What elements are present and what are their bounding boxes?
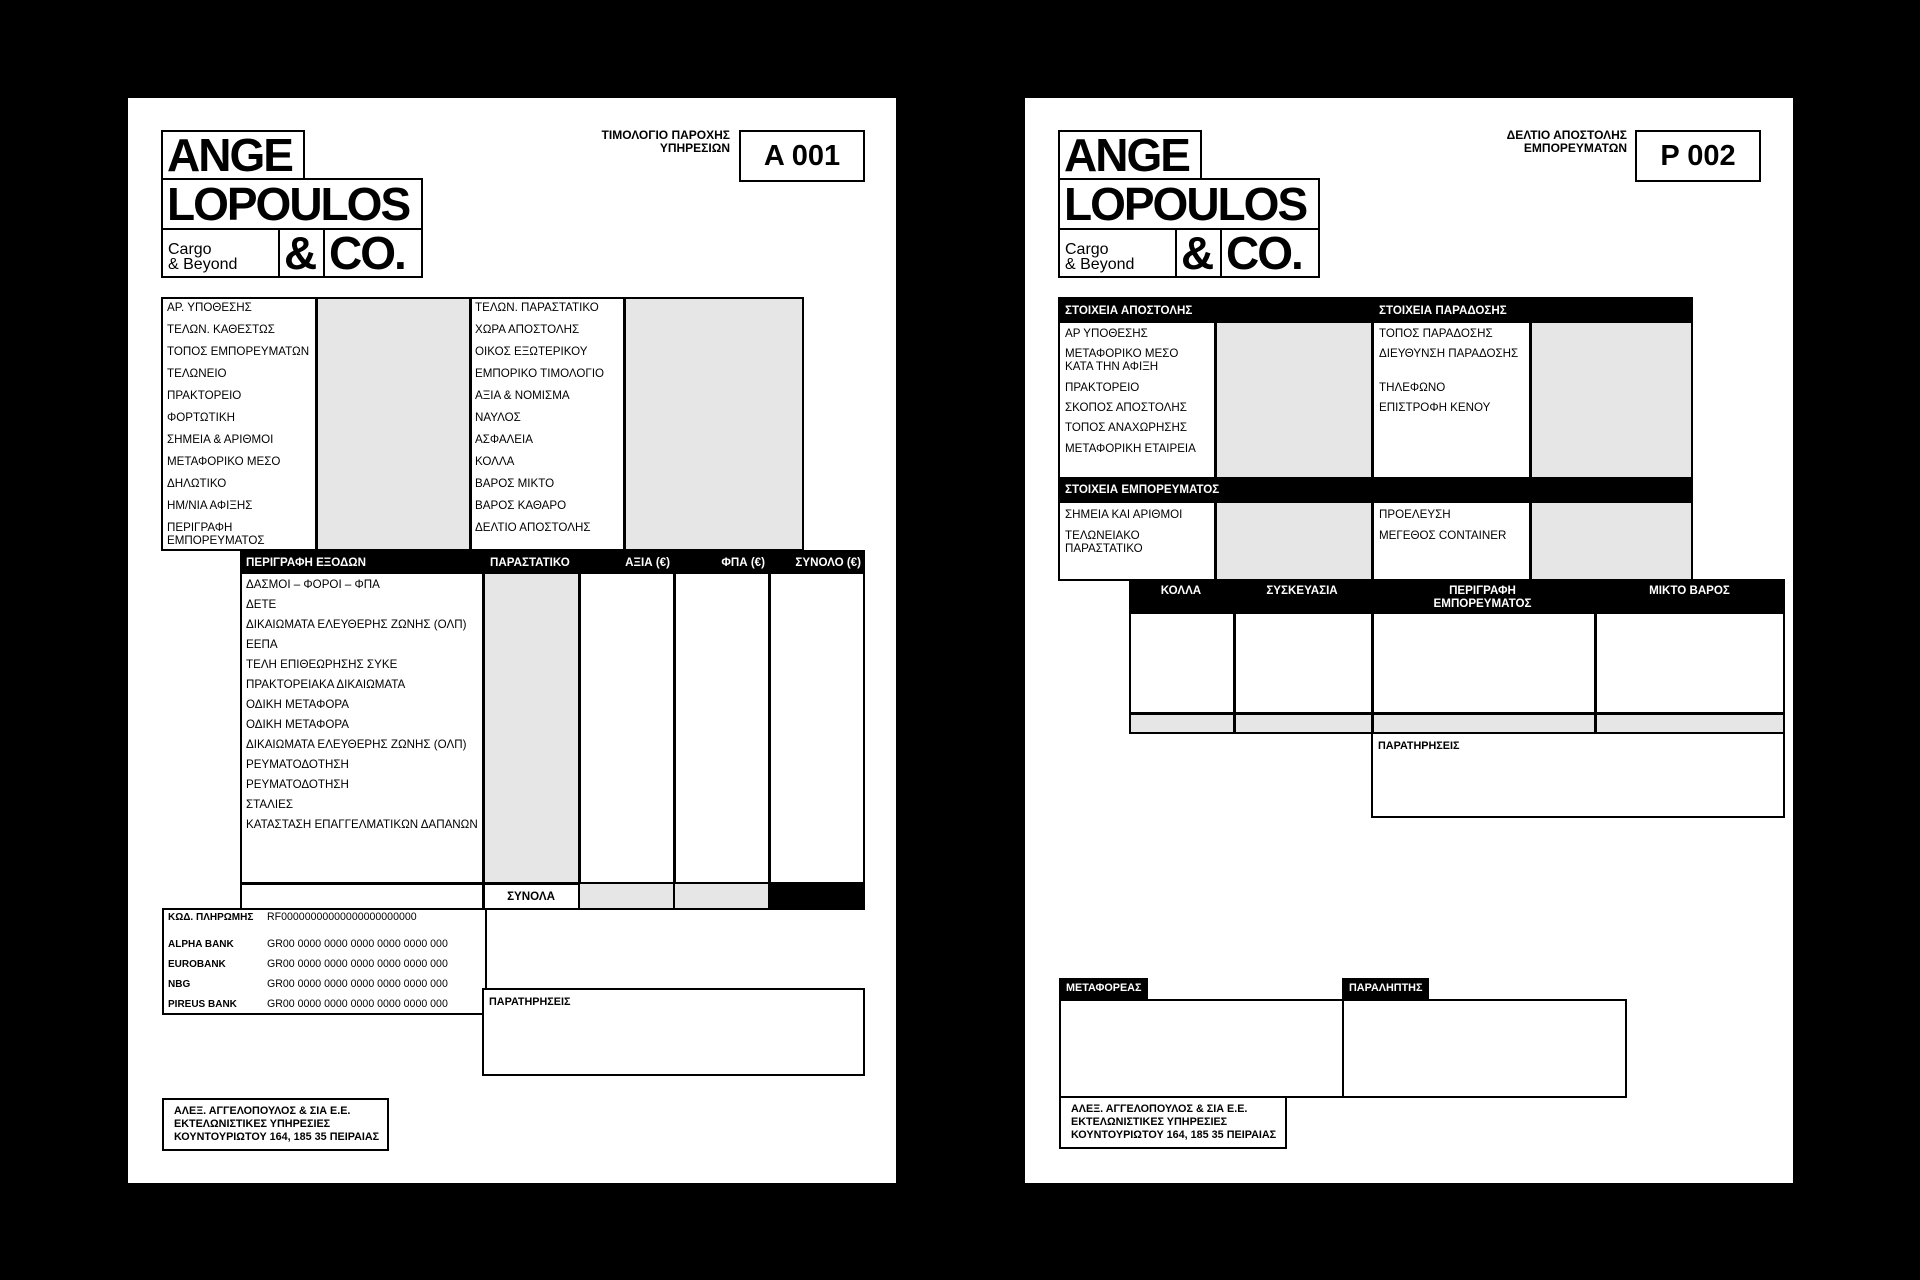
- logo-ampersand: &: [1175, 228, 1222, 278]
- bank-name: PIREUS BANK: [168, 999, 237, 1010]
- label-item: ΠΡΑΚΤΟΡΕΙΟ: [167, 389, 242, 402]
- label-item: ΟΔΙΚΗ ΜΕΤΑΦΟΡΑ: [246, 718, 349, 731]
- info-right-labels: [475, 297, 604, 539]
- shipment-label: ΜΕΤΑΦΟΡΙΚΟ ΜΕΣΟ ΚΑΤΑ ΤΗΝ ΑΦΙΞΗ: [1065, 347, 1179, 373]
- carrier-signature-box: [1059, 999, 1344, 1098]
- goods-label: ΤΕΛΩΝΕΙΑΚΟ ΠΑΡΑΣΤΑΤΙΚΟ: [1065, 529, 1143, 555]
- expenses-header-vat: ΦΠΑ (€): [721, 556, 765, 569]
- company-footer: ΑΛΕΞ. ΑΓΓΕΛΟΠΟΥΛΟΣ & ΣΙΑ Ε.Ε. ΕΚΤΕΛΩΝΙΣΤΙΚΕΣ ΥΠΗΡΕΣΙΕΣ ΚΟΥΝΤΟΥΡΙΩΤΟΥ 164, 185 35 ΠΕΙΡΑΙΑΣ: [162, 1098, 389, 1151]
- label-item: ΔΗΛΩΤΙΚΟ: [167, 477, 227, 490]
- label-item: ΚΑΤΑΣΤΑΣΗ ΕΠΑΓΓΕΛΜΑΤΙΚΩΝ ΔΑΠΑΝΩΝ: [246, 818, 478, 831]
- col-description: ΠΕΡΙΓΡΑΦΗ ΕΜΠΟΡΕΥΜΑΤΟΣ: [1433, 584, 1532, 610]
- document-number: P 002: [1635, 130, 1761, 182]
- label-item: ΒΑΡΟΣ ΜΙΚΤΟ: [475, 477, 555, 490]
- logo-word-ange: ANGE: [161, 130, 305, 180]
- label-item: ΟΙΚΟΣ ΕΞΩΤΕΡΙΚΟΥ: [475, 345, 588, 358]
- delivery-value-column: [1531, 323, 1691, 477]
- recipient-label: ΠΑΡΑΛΗΠΤΗΣ: [1342, 978, 1429, 999]
- delivery-label: ΕΠΙΣΤΡΟΦΗ ΚΕΝΟΥ: [1379, 401, 1491, 414]
- delivery-label: ΤΟΠΟΣ ΠΑΡΑΔΟΣΗΣ: [1379, 327, 1493, 340]
- expenses-header-description: ΠΕΡΙΓΡΑΦΗ ΕΞΟΔΩΝ: [246, 556, 366, 569]
- goods-label: ΠΡΟΕΛΕΥΣΗ: [1379, 508, 1451, 521]
- expenses-header-receipt: ΠΑΡΑΣΤΑΤΙΚΟ: [490, 556, 570, 569]
- goods-label: ΣΗΜΕΙΑ ΚΑΙ ΑΡΙΘΜΟΙ: [1065, 508, 1183, 521]
- divider: [1214, 503, 1217, 581]
- divider: [1529, 323, 1532, 479]
- label-item: ΚΟΛΛΑ: [475, 455, 515, 468]
- logo-tagline: Cargo & Beyond: [1058, 228, 1177, 278]
- divider: [1529, 503, 1532, 581]
- label-item: ΕΕΠΑ: [246, 638, 278, 651]
- divider: [578, 550, 581, 910]
- logo-word-co: CO.: [1220, 228, 1320, 278]
- label-item: ΤΕΛΗ ΕΠΙΘΕΩΡΗΣΗΣ ΣΥΚΕ: [246, 658, 398, 671]
- bank-iban: GR00 0000 0000 0000 0000 0000 000: [267, 998, 448, 1010]
- label-item: ΔΑΣΜΟΙ – ΦΟΡΟΙ – ΦΠΑ: [246, 578, 380, 591]
- receipt-column: [484, 574, 578, 883]
- label-item: ΤΕΛΩΝ. ΚΑΘΕΣΤΩΣ: [167, 323, 275, 336]
- col-gross-weight: ΜΙΚΤΟ ΒΑΡΟΣ: [1649, 584, 1730, 597]
- label-item: ΡΕΥΜΑΤΟΔΟΤΗΣΗ: [246, 758, 349, 771]
- expenses-header-value: ΑΞΙΑ (€): [625, 556, 670, 569]
- info-left-labels: [167, 297, 309, 517]
- info-label: ΠΕΡΙΓΡΑΦΗ ΕΜΠΟΡΕΥΜΑΤΟΣ: [167, 521, 265, 547]
- bank-name: ALPHA BANK: [168, 939, 234, 950]
- payment-code-label: ΚΩΔ. ΠΛΗΡΩΜΗΣ: [168, 912, 254, 923]
- label-item: ΔΙΚΑΙΩΜΑΤΑ ΕΛΕΥΘΕΡΗΣ ΖΩΝΗΣ (ΟΛΠ): [246, 738, 467, 751]
- label-item: ΑΞΙΑ & ΝΟΜΙΣΜΑ: [475, 389, 570, 402]
- label-item: ΒΑΡΟΣ ΚΑΘΑΡΟ: [475, 499, 567, 512]
- divider: [1371, 503, 1374, 581]
- total-cell: [675, 884, 768, 908]
- logo-word-co: CO.: [323, 228, 423, 278]
- invoice-page: [128, 98, 896, 1183]
- label-item: ΠΡΑΚΤΟΡΕΙΑΚΑ ΔΙΚΑΙΩΜΑΤΑ: [246, 678, 406, 691]
- grand-total-cell: [768, 884, 865, 910]
- shipment-label: ΠΡΑΚΤΟΡΕΙΟ: [1065, 381, 1140, 394]
- remarks-label: ΠΑΡΑΤΗΡΗΣΕΙΣ: [1378, 740, 1460, 752]
- carrier-label: ΜΕΤΑΦΟΡΕΑΣ: [1059, 978, 1148, 999]
- label-item: ΟΔΙΚΗ ΜΕΤΑΦΟΡΑ: [246, 698, 349, 711]
- divider: [623, 297, 626, 551]
- label-item: ΔΙΚΑΙΩΜΑΤΑ ΕΛΕΥΘΕΡΗΣ ΖΩΝΗΣ (ΟΛΠ): [246, 618, 467, 631]
- goods-header: ΣΤΟΙΧΕΙΑ ΕΜΠΟΡΕΥΜΑΤΟΣ: [1065, 483, 1220, 496]
- label-item: ΜΕΤΑΦΟΡΙΚΟ ΜΕΣΟ: [167, 455, 281, 468]
- info-value-column: [317, 299, 470, 549]
- bank-iban: GR00 0000 0000 0000 0000 0000 000: [267, 978, 448, 990]
- shipment-label: ΤΟΠΟΣ ΑΝΑΧΩΡΗΣΗΣ: [1065, 421, 1188, 434]
- delivery-note-page: [1025, 98, 1793, 1183]
- label-item: ΑΡ. ΥΠΟΘΕΣΗΣ: [167, 301, 252, 314]
- recipient-signature-box: [1342, 999, 1627, 1098]
- divider: [1594, 579, 1597, 734]
- delivery-label: ΔΙΕΥΘΥΝΣΗ ΠΑΡΑΔΟΣΗΣ: [1379, 347, 1519, 360]
- totals-label: ΣΥΝΟΛΑ: [507, 890, 555, 903]
- divider: [482, 550, 485, 910]
- delivery-label: ΤΗΛΕΦΩΝΟ: [1379, 381, 1446, 394]
- logo-ampersand: &: [278, 228, 325, 278]
- packages-total-row: [1131, 714, 1783, 732]
- label-item: ΣΗΜΕΙΑ & ΑΡΙΘΜΟΙ: [167, 433, 274, 446]
- label-item: ΝΑΥΛΟΣ: [475, 411, 521, 424]
- bank-iban: GR00 0000 0000 0000 0000 0000 000: [267, 938, 448, 950]
- document-title: ΔΕΛΤΙΟ ΑΠΟΣΤΟΛΗΣ ΕΜΠΟΡΕΥΜΑΤΩΝ: [1506, 128, 1627, 155]
- total-cell: [580, 884, 673, 908]
- logo-word-lopoulos: LOPOULOS: [161, 178, 423, 230]
- info-value-column: [625, 299, 802, 549]
- divider: [315, 297, 318, 551]
- bank-iban: GR00 0000 0000 0000 0000 0000 000: [267, 958, 448, 970]
- col-packages: ΚΟΛΛΑ: [1160, 584, 1202, 597]
- logo-word-lopoulos: LOPOULOS: [1058, 178, 1320, 230]
- label-item: ΤΕΛΩΝ. ΠΑΡΑΣΤΑΤΙΚΟ: [475, 301, 599, 314]
- divider: [1129, 712, 1785, 715]
- col-packaging: ΣΥΣΚΕΥΑΣΙΑ: [1266, 584, 1338, 597]
- delivery-header: ΣΤΟΙΧΕΙΑ ΠΑΡΑΔΟΣΗΣ: [1379, 304, 1507, 317]
- label-item: ΑΣΦΑΛΕΙΑ: [475, 433, 533, 446]
- label-item: ΤΟΠΟΣ ΕΜΠΟΡΕΥΜΑΤΩΝ: [167, 345, 310, 358]
- shipment-label: ΑΡ ΥΠΟΘΕΣΗΣ: [1065, 327, 1148, 340]
- divider: [1371, 323, 1374, 479]
- divider: [673, 550, 676, 910]
- logo-word-ange: ANGE: [1058, 130, 1202, 180]
- label-item: ΔΕΤΕ: [246, 598, 277, 611]
- goods-value-column: [1216, 503, 1372, 579]
- label-item: ΕΜΠΟΡΙΚΟ ΤΙΜΟΛΟΓΙΟ: [475, 367, 605, 380]
- bank-name: NBG: [168, 979, 191, 990]
- label-item: ΧΩΡΑ ΑΠΟΣΤΟΛΗΣ: [475, 323, 580, 336]
- divider: [768, 550, 771, 910]
- divider: [469, 297, 472, 551]
- company-footer: ΑΛΕΞ. ΑΓΓΕΛΟΠΟΥΛΟΣ & ΣΙΑ Ε.Ε. ΕΚΤΕΛΩΝΙΣΤΙΚΕΣ ΥΠΗΡΕΣΙΕΣ ΚΟΥΝΤΟΥΡΙΩΤΟΥ 164, 185 35 ΠΕΙΡΑΙΑΣ: [1059, 1096, 1287, 1149]
- shipment-label: ΣΚΟΠΟΣ ΑΠΟΣΤΟΛΗΣ: [1065, 401, 1187, 414]
- document-title: ΤΙΜΟΛΟΓΙΟ ΠΑΡΟΧΗΣ ΥΠΗΡΕΣΙΩΝ: [601, 128, 730, 155]
- divider: [1214, 323, 1217, 479]
- label-item: ΗΜ/ΝΙΑ ΑΦΙΞΗΣ: [167, 499, 253, 512]
- goods-value-column: [1531, 503, 1691, 579]
- goods-label: ΜΕΓΕΘΟΣ CONTAINER: [1379, 529, 1507, 542]
- label-item: ΔΕΛΤΙΟ ΑΠΟΣΤΟΛΗΣ: [475, 521, 591, 534]
- label-item: ΤΕΛΩΝΕΙΟ: [167, 367, 227, 380]
- shipment-header: ΣΤΟΙΧΕΙΑ ΑΠΟΣΤΟΛΗΣ: [1065, 304, 1193, 317]
- payment-code: RF00000000000000000000000: [267, 911, 417, 923]
- label-item: ΣΤΑΛΙΕΣ: [246, 798, 293, 811]
- label-item: ΦΟΡΤΩΤΙΚΗ: [167, 411, 235, 424]
- bank-name: EUROBANK: [168, 959, 226, 970]
- document-number: A 001: [739, 130, 865, 182]
- label-item: ΡΕΥΜΑΤΟΔΟΤΗΣΗ: [246, 778, 349, 791]
- logo-tagline: Cargo & Beyond: [161, 228, 280, 278]
- expense-items: [246, 575, 478, 835]
- divider: [1233, 579, 1236, 734]
- shipment-value-column: [1216, 323, 1372, 477]
- shipment-label: ΜΕΤΑΦΟΡΙΚΗ ΕΤΑΙΡΕΙΑ: [1065, 442, 1196, 455]
- remarks-label: ΠΑΡΑΤΗΡΗΣΕΙΣ: [489, 996, 571, 1008]
- expenses-header-total: ΣΥΝΟΛΟ (€): [795, 556, 861, 569]
